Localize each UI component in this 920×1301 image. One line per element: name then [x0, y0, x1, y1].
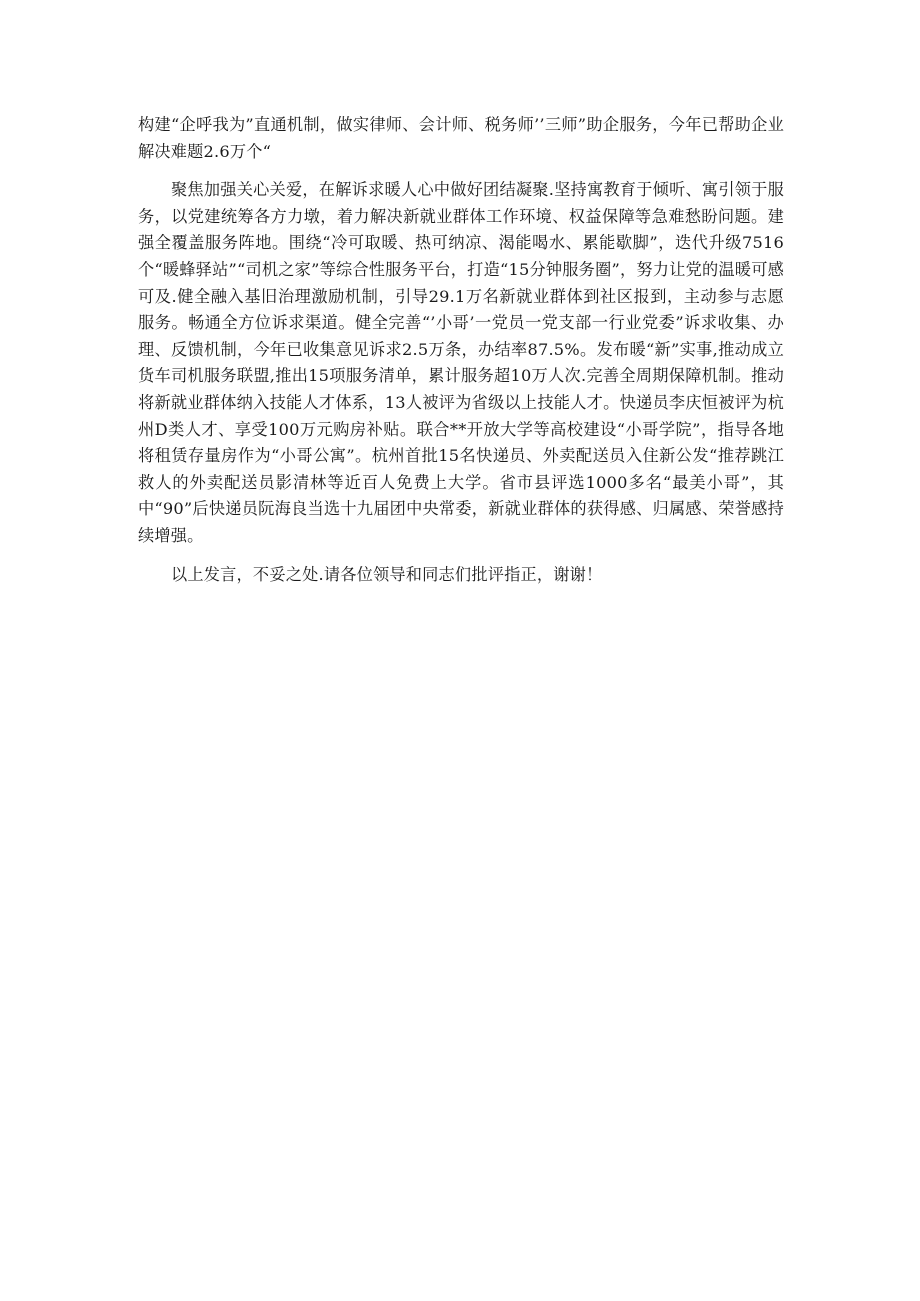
paragraph-intro-continuation: 构建“企呼我为”直通机制，做实律师、会计师、税务师’’三师”助企服务，今年已帮助企业解决难题2.6万个“	[138, 115, 784, 161]
paragraph-closing-remarks: 以上发言，不妥之处.请各位领导和同志们批评指正，谢谢！	[171, 564, 603, 584]
paragraph-care-and-unity: 聚焦加强关心关爱，在解诉求暖人心中做好团结凝聚.坚持寓教育于倾听、寓引领于服务，以党建统筹各方力墩，着力解决新就业群体工作环境、权益保障等急难愁盼问题。建强全覆盖服务阵地。围绕“冷可取暖、热可纳凉、渴能喝水、累能歇脚”，迭代升级7516个“暖蜂驿站”“司机之家”等综合性服务平台，打造“15分钟服务圈”，努力让党的温暖可感可及.健全融入基旧治理激励机制，引导29.1万名新就业群体到社区报到，主动参与志愿服务。畅通全方位诉求渠道。健全完善“’小哥’一党员一党支部一行业党委”诉求收集、办理、反馈机制，今年已收集意见诉求2.5万条，办结率87.5%。发布暖“新”实事,推动成立货车司机服务联盟,推出15项服务清单，累计服务超10万人次.完善全周期保障机制。推动将新就业群体纳入技能人才体系，13人被评为省级以上技能人才。快递员李庆恒被评为杭州D类人才、享受100万元购房补贴。联合**开放大学等高校建设“小哥学院”，指导各地将租赁存量房作为“小哥公寓”。杭州首批15名快递员、外卖配送员入住新公发“推荐跳江救人的外卖配送员影清林等近百人免费上大学。省市县评选1000多名“最美小哥”，其中“90”后快递员阮海良当选十九届团中央常委，新就业群体的获得感、归属感、荣誉感持续增强。	[138, 180, 784, 545]
document-body	[138, 112, 784, 600]
